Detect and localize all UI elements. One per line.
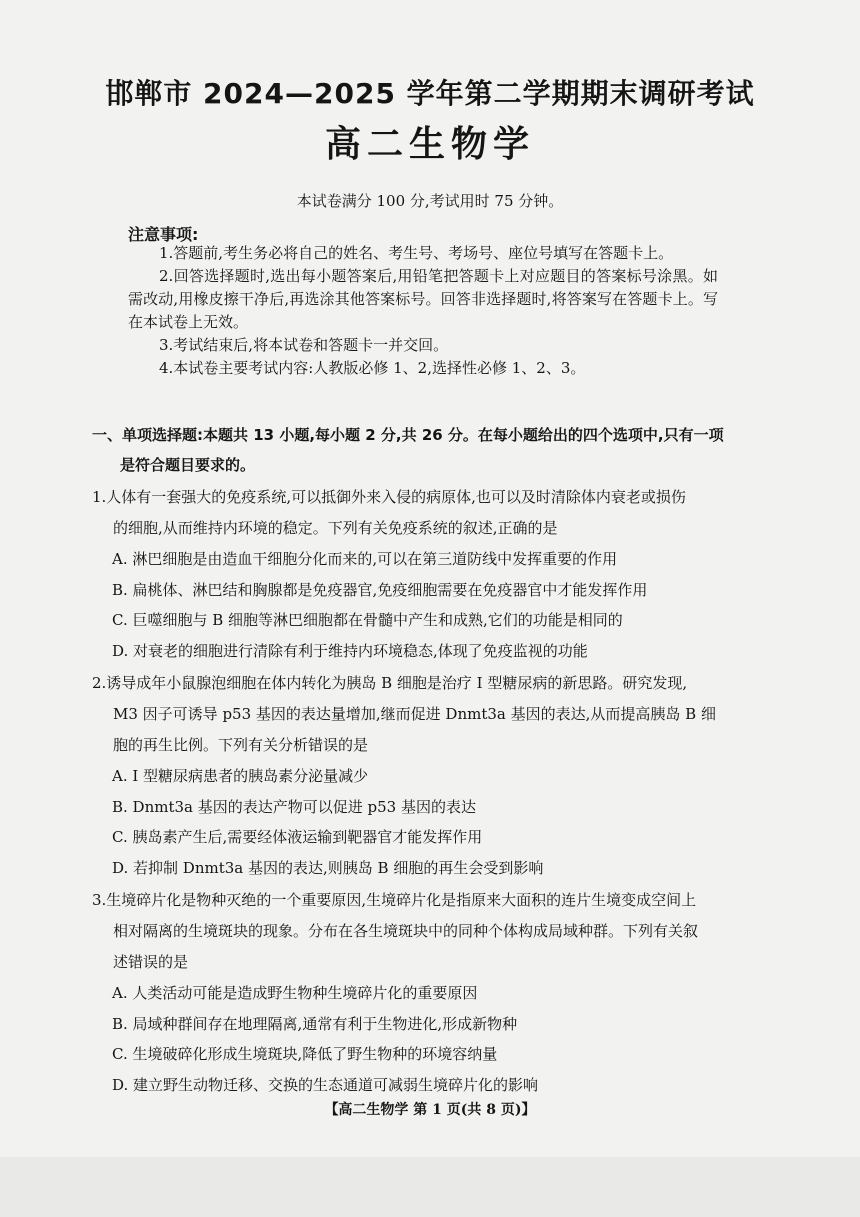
option-d: D. 若抑制 Dnmt3a 基因的表达,则胰岛 B 细胞的再生会受到影响 [112, 858, 544, 877]
section-heading [92, 420, 782, 480]
subject-title: 高二生物学 [324, 124, 535, 165]
option-b: B. Dnmt3a 基因的表达产物可以促进 p53 基因的表达 [112, 797, 476, 816]
notice-item: 1.答题前,考生务必将自己的姓名、考生号、考场号、座位号填写在答题卡上。 [159, 244, 674, 262]
option-a: A. 淋巴细胞是由造血干细胞分化而来的,可以在第三道防线中发挥重要的作用 [112, 550, 618, 568]
option-d: D. 对衰老的细胞进行清除有利于维持内环境稳态,体现了免疫监视的功能 [112, 641, 588, 660]
question-3 [92, 885, 782, 1100]
option-b: B. 局域种群间存在地理隔离,通常有利于生物进化,形成新物种 [112, 1014, 518, 1033]
stem-line: M3 因子可诱导 p53 基因的表达量增加,继而促进 Dnmt3a 基因的表达,从而提高胰岛 B 细 [113, 705, 716, 723]
stem-line: 胞的再生比例。下列有关分析错误的是 [113, 736, 369, 754]
exam-meta: 本试卷满分 100 分,考试用时 75 分钟。 [296, 192, 564, 210]
stem-line: 2.诱导成年小鼠腺泡细胞在体内转化为胰岛 B 细胞是治疗 Ⅰ 型糖尿病的新思路。研究发现, [92, 674, 688, 692]
section-heading-line: 是符合题目要求的。 [120, 456, 256, 474]
question-stem [92, 885, 782, 978]
scan-shadow [0, 1157, 860, 1217]
question-list [92, 482, 782, 1102]
section-heading-line: 一、单项选择题:本题共 13 小题,每小题 2 分,共 26 分。在每小题给出的四个选项中,只有一项 [92, 426, 724, 444]
option-b: B. 扁桃体、淋巴结和胸腺都是免疫器官,免疫细胞需要在免疫器官中才能发挥作用 [112, 580, 648, 599]
page-footer: 【高二生物学 第 1 页(共 8 页)】 [324, 1102, 536, 1118]
notice-heading: 注意事项: [128, 225, 199, 244]
option-c: C. 生境破碎化形成生境斑块,降低了野生物种的环境容纳量 [112, 1045, 498, 1063]
option-a: A. 人类活动可能是造成野生物种生境碎片化的重要原因 [112, 984, 478, 1002]
stem-line: 3.生境碎片化是物种灭绝的一个重要原因,生境碎片化是指原来大面积的连片生境变成空间上 [92, 891, 697, 909]
question-2 [92, 668, 782, 883]
stem-line: 相对隔离的生境斑块的现象。分布在各生境斑块中的同种个体构成局域种群。下列有关叙 [113, 922, 699, 940]
exam-title: 邯郸市 2024—2025 学年第二学期期末调研考试 [105, 77, 755, 110]
notice-list [128, 242, 718, 380]
option-a: A. Ⅰ 型糖尿病患者的胰岛素分泌量减少 [112, 767, 369, 785]
notice-item: 2.回答选择题时,选出每小题答案后,用铅笔把答题卡上对应题目的答案标号涂黑。如需改动,用橡皮擦干净后,再选涂其他答案标号。回答非选择题时,将答案写在答题卡上。写在本试卷上无效。 [128, 267, 718, 331]
notice-item: 4.本试卷主要考试内容:人教版必修 1、2,选择性必修 1、2、3。 [159, 359, 586, 377]
option-d: D. 建立野生动物迁移、交换的生态通道可减弱生境碎片化的影响 [112, 1075, 539, 1094]
stem-line: 述错误的是 [113, 953, 189, 971]
option-c: C. 胰岛素产生后,需要经体液运输到靶器官才能发挥作用 [112, 828, 483, 846]
question-stem [92, 668, 782, 761]
question-1 [92, 482, 782, 666]
stem-line: 1.人体有一套强大的免疫系统,可以抵御外来入侵的病原体,也可以及时清除体内衰老或损伤 [92, 488, 686, 506]
stem-line: 的细胞,从而维持内环境的稳定。下列有关免疫系统的叙述,正确的是 [113, 519, 558, 537]
option-c: C. 巨噬细胞与 B 细胞等淋巴细胞都在骨髓中产生和成熟,它们的功能是相同的 [112, 611, 623, 629]
question-stem [92, 482, 782, 544]
notice-item: 3.考试结束后,将本试卷和答题卡一并交回。 [159, 336, 449, 354]
